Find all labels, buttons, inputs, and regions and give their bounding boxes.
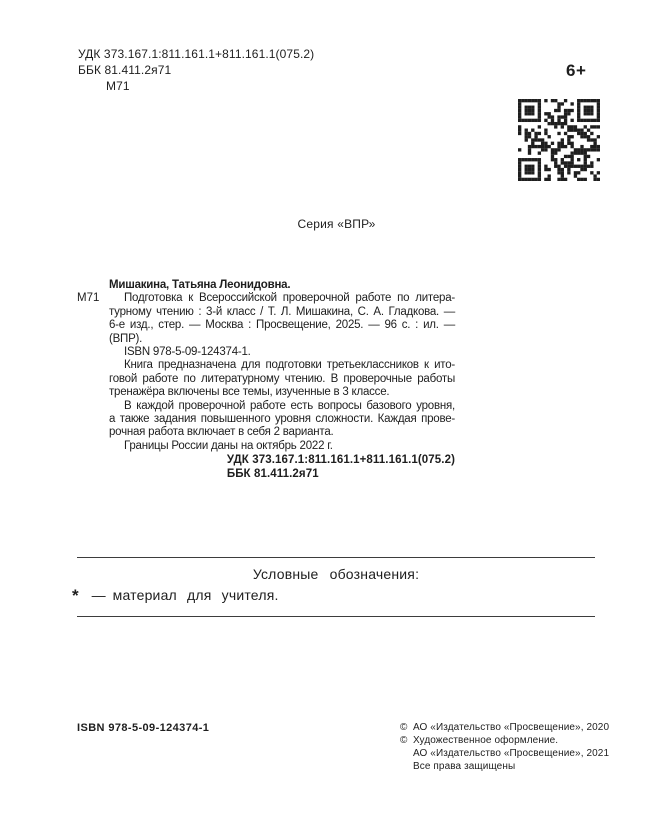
udk-bold-line: УДК 373.167.1:811.161.1+811.161.1(075.2) (226, 454, 455, 466)
margin-author-sign: М71 (77, 292, 100, 305)
legend-text: материал для учителя. (112, 587, 279, 603)
isbn-footer: ISBN 978-5-09-124374-1 (77, 722, 210, 734)
annotation-paragraph (109, 292, 455, 346)
annotation-line: а также задания повышенного уровня сложности. Каждая прове- (109, 413, 455, 426)
annotation-line: Границы России даны на октябрь 2022 г. (124, 439, 333, 452)
annotation-paragraph (109, 400, 455, 440)
annotation-line: 6-е изд., стер. — Москва : Просвещение, 2025. — 96 с. : ил. — (109, 319, 455, 332)
annotation-paragraph (109, 346, 455, 359)
asterisk-icon: * (72, 586, 79, 605)
copyright-symbol (400, 747, 413, 760)
annotation-line: турному чтению : 3-й класс / Т. Л. Мишакина, С. А. Гладкова. — (109, 305, 455, 318)
copyright-line (400, 721, 609, 734)
copyright-block (400, 721, 609, 773)
qr-code-icon (518, 99, 600, 181)
annotation-line: тренажёра включены все темы, изученные в 3 классе. (109, 386, 390, 399)
classification-bottom (227, 454, 455, 481)
annotation-line: (ВПР). (109, 332, 143, 345)
copyright-symbol: © (400, 722, 408, 733)
bbk-line: ББК 81.411.2я71 (78, 63, 172, 77)
copyright-line (400, 734, 609, 747)
copyright-text: Все права защищены (413, 761, 516, 772)
divider-top (77, 557, 595, 558)
copyright-text: Художественное оформление. (413, 735, 559, 746)
annotation-line: ISBN 978-5-09-124374-1. (124, 346, 251, 359)
copyright-symbol: © (400, 735, 408, 746)
author-heading: Мишакина, Татьяна Леонидовна. (109, 279, 291, 291)
annotation-paragraph (109, 440, 455, 453)
classification-block (78, 46, 314, 94)
copyright-line (400, 747, 609, 760)
legend-heading: Условные обозначения: (252, 566, 420, 582)
annotation-paragraph (109, 359, 455, 399)
annotation-line: Книга предназначена для подготовки третьеклассников к ито- (124, 359, 455, 372)
age-rating-badge: 6+ (566, 61, 587, 80)
annotation-line: В каждой проверочной работе есть вопросы базового уровня, (124, 399, 455, 412)
divider-bottom (77, 616, 595, 617)
annotation-paragraphs (109, 292, 455, 453)
legend-item (72, 586, 279, 605)
annotation-line: говой работе по литературному чтению. В проверочные работы (109, 372, 455, 385)
author-sign: М71 (106, 79, 130, 93)
copyright-line (400, 760, 609, 773)
annotation-line: Подготовка к Всероссийской проверочной работе по литера- (124, 292, 455, 305)
udk-line: УДК 373.167.1:811.161.1+811.161.1(075.2) (78, 47, 315, 61)
copyright-text: АО «Издательство «Просвещение», 2021 (413, 748, 610, 759)
bbk-bold-line: ББК 81.411.2я71 (226, 467, 319, 480)
annotation-line: рочная работа включает в себя 2 варианта. (109, 426, 334, 439)
copyright-symbol (400, 760, 413, 773)
copyright-text: АО «Издательство «Просвещение», 2020 (413, 722, 610, 733)
series-title: Серия «ВПР» (297, 217, 376, 231)
legend-dash: — (91, 587, 106, 603)
bibliographic-annotation (77, 279, 455, 453)
